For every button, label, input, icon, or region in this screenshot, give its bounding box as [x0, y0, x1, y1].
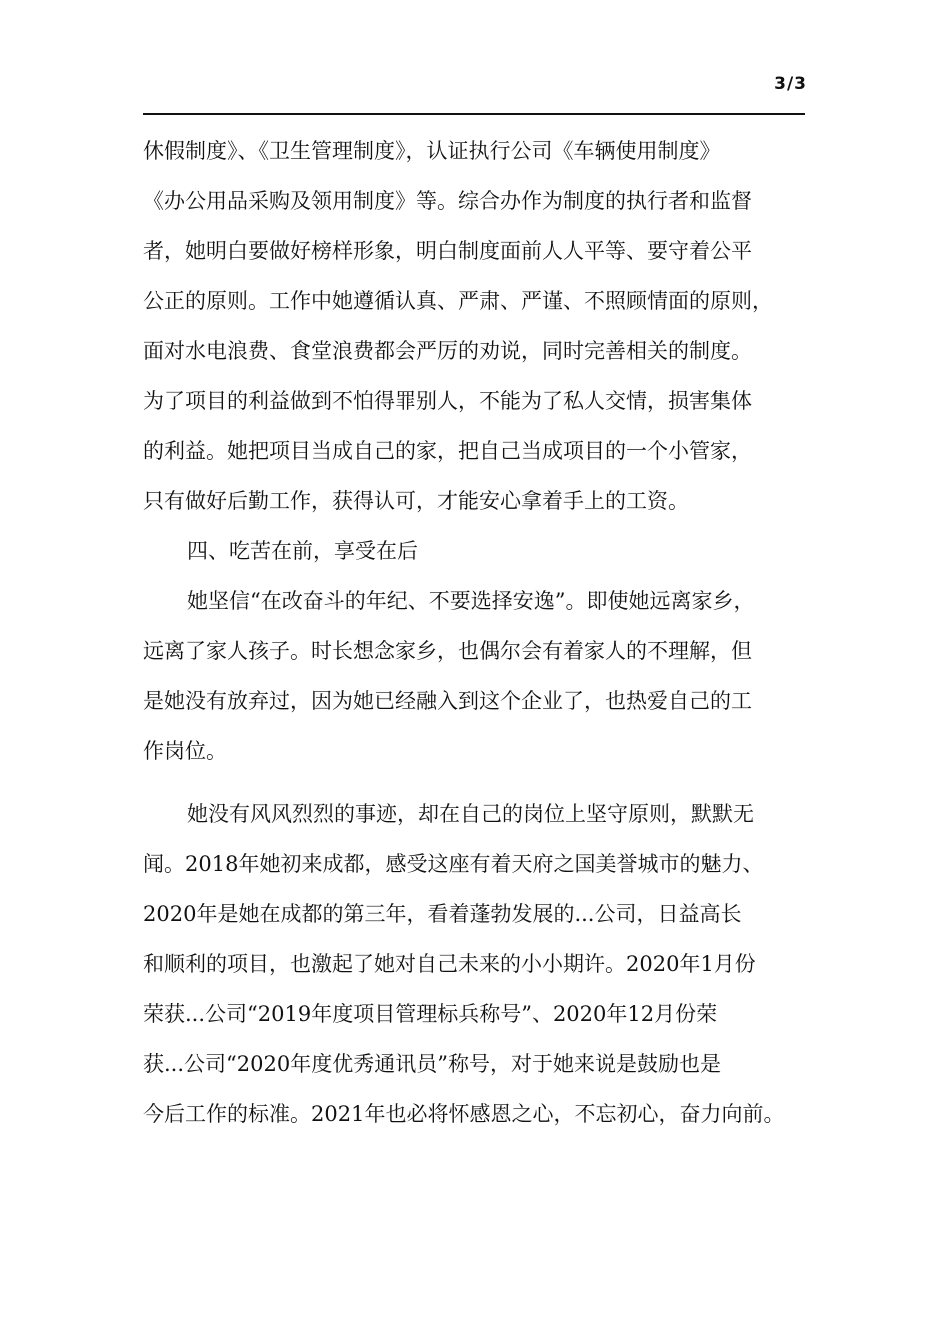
text-line: 者，她明白要做好榜样形象，明白制度面前人人平等、要守着公平: [143, 239, 752, 263]
text-line: 获...公司“2020年度优秀通讯员”称号，对于她来说是鼓励也是: [143, 1052, 721, 1076]
text-line: 面对水电浪费、食堂浪费都会严厉的劝说，同时完善相关的制度。: [143, 339, 752, 363]
text-line: 《办公用品采购及领用制度》等。综合办作为制度的执行者和监督: [143, 189, 752, 213]
text-line: 公正的原则。工作中她遵循认真、严肃、严谨、不照顾情面的原则，: [143, 289, 773, 313]
text-line: 她没有风风烈烈的事迹，却在自己的岗位上坚守原则，默默无: [187, 802, 754, 826]
paragraph-gap: [143, 776, 807, 789]
text-line: 是她没有放弃过，因为她已经融入到这个企业了，也热爱自己的工: [143, 689, 752, 713]
text-line: 只有做好后勤工作，获得认可，才能安心拿着手上的工资。: [143, 489, 689, 513]
text-line: 荣获...公司“2019年度项目管理标兵称号”、2020年12月份荣: [143, 1002, 718, 1026]
header-divider: [143, 113, 805, 115]
text-line: 今后工作的标准。2021年也必将怀感恩之心，不忘初心，奋力向前。: [143, 1102, 785, 1126]
text-line: 闻。2018年她初来成都，感受这座有着天府之国美誉城市的魅力、: [143, 852, 764, 876]
page-number: 3/3: [774, 74, 807, 94]
text-line: 为了项目的利益做到不怕得罪别人，不能为了私人交情，损害集体: [143, 389, 752, 413]
text-line: 的利益。她把项目当成自己的家，把自己当成项目的一个小管家，: [143, 439, 752, 463]
section-heading: 四、吃苦在前，享受在后: [187, 539, 418, 563]
text-line: 她坚信“在改奋斗的年纪、不要选择安逸”。即使她远离家乡，: [187, 589, 755, 613]
text-line: 休假制度》、《卫生管理制度》，认证执行公司《车辆使用制度》: [143, 139, 721, 163]
text-line: 2020年是她在成都的第三年，看着蓬勃发展的...公司，日益高长: [143, 902, 742, 926]
body-text: [143, 126, 807, 1139]
text-line: 作岗位。: [143, 739, 227, 763]
text-line: 和顺利的项目，也激起了她对自己未来的小小期许。2020年1月份: [143, 952, 756, 976]
text-line: 远离了家人孩子。时长想念家乡，也偶尔会有着家人的不理解，但: [143, 639, 752, 663]
